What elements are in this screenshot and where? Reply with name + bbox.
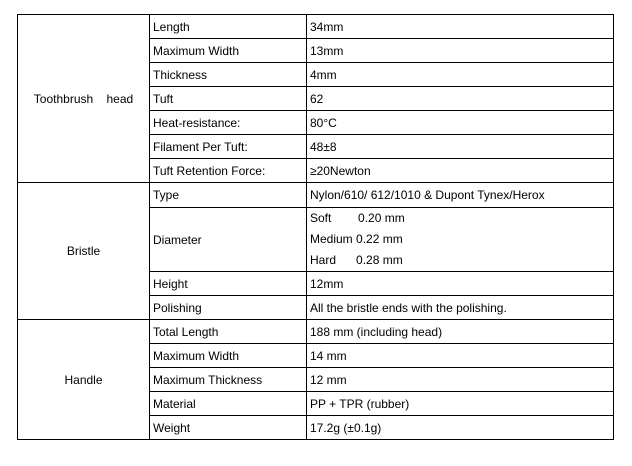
group-label: Handle [64, 372, 103, 387]
row-value: 12 mm [307, 368, 614, 392]
row-label: Filament Per Tuft: [150, 135, 307, 159]
row-label: Length [150, 15, 307, 39]
row-label: Maximum Width [150, 344, 307, 368]
diameter-hard: Hard 0.28 mm [310, 253, 403, 267]
row-label: Polishing [150, 296, 307, 320]
row-value: All the bristle ends with the polishing. [307, 296, 614, 320]
row-value: 14 mm [307, 344, 614, 368]
group-cell-bristle [18, 183, 150, 320]
diameter-soft: Soft 0.20 mm [310, 211, 405, 225]
group-cell-handle [18, 320, 150, 440]
row-value: 48±8 [307, 135, 614, 159]
row-label: Diameter [150, 208, 307, 272]
row-value: 13mm [307, 39, 614, 63]
row-value: 12mm [307, 272, 614, 296]
row-value: 17.2g (±0.1g) [307, 416, 614, 440]
row-value: 34mm [307, 15, 614, 39]
row-label: Weight [150, 416, 307, 440]
row-value: ≥20Newton [307, 159, 614, 183]
row-label: Thickness [150, 63, 307, 87]
row-value: PP + TPR (rubber) [307, 392, 614, 416]
row-value-multi [307, 208, 614, 272]
row-label: Type [150, 183, 307, 208]
table-row [18, 15, 614, 39]
row-value: 80°C [307, 111, 614, 135]
row-label: Total Length [150, 320, 307, 344]
row-label: Heat-resistance: [150, 111, 307, 135]
row-label: Tuft [150, 87, 307, 111]
row-label: Maximum Thickness [150, 368, 307, 392]
row-value: 62 [307, 87, 614, 111]
row-label: Height [150, 272, 307, 296]
group-label: Bristle [66, 244, 101, 258]
group-cell-toothbrush-head [18, 15, 150, 183]
table-row [18, 183, 614, 208]
row-label: Tuft Retention Force: [150, 159, 307, 183]
diameter-medium: Medium 0.22 mm [310, 232, 403, 246]
row-value: Nylon/610/ 612/1010 & Dupont Tynex/Herox [307, 183, 614, 208]
row-label: Maximum Width [150, 39, 307, 63]
row-value: 188 mm (including head) [307, 320, 614, 344]
row-label: Material [150, 392, 307, 416]
table-row [18, 320, 614, 344]
row-value: 4mm [307, 63, 614, 87]
group-label: Toothbrush head [33, 91, 134, 106]
spec-table [17, 14, 614, 440]
